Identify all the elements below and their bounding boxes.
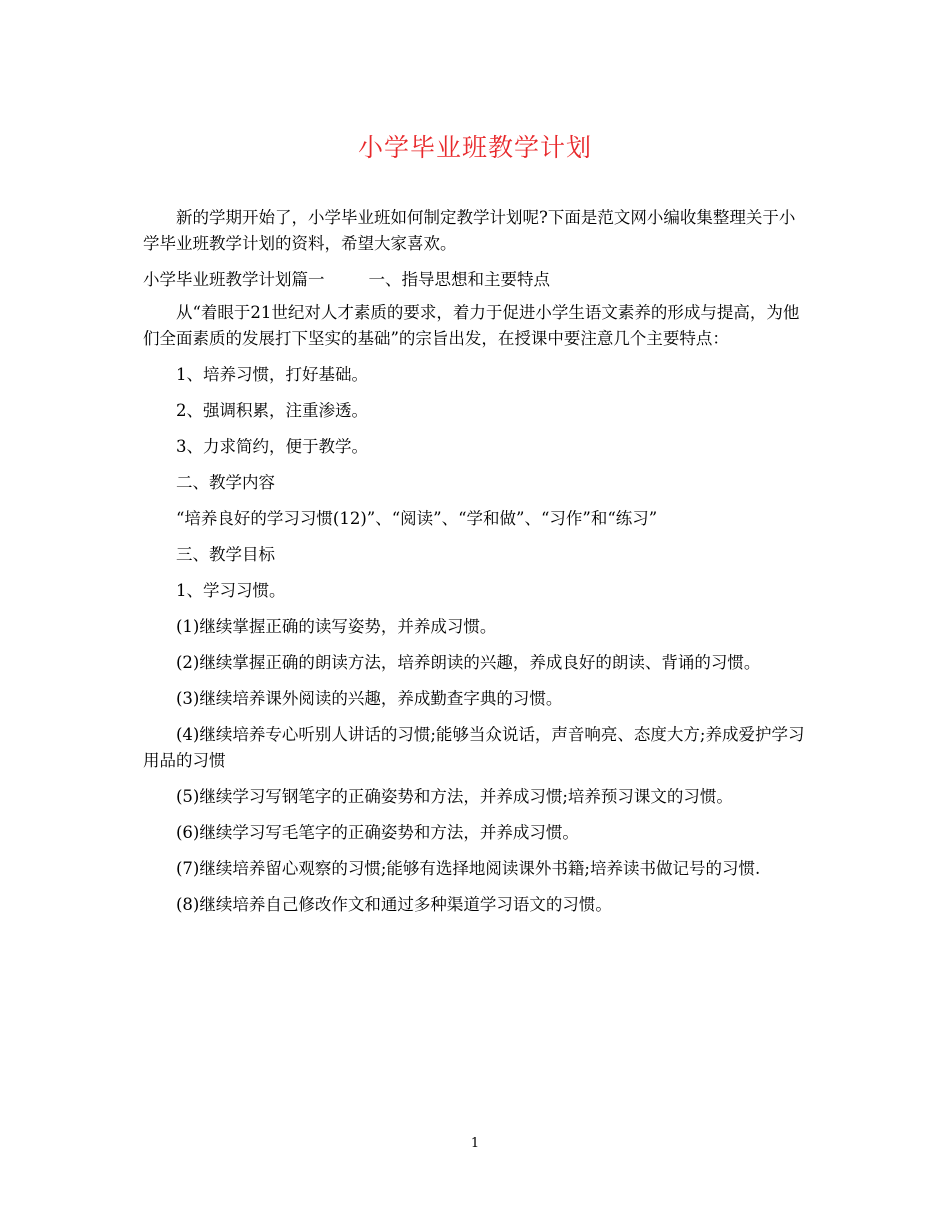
habit-item: (8)继续培养自己修改作文和通过多种渠道学习语文的习惯。 (176, 895, 612, 914)
habit-item: (5)继续学习写钢笔字的正确姿势和方法，并养成习惯;培养预习课文的习惯。 (176, 787, 733, 806)
content-paragraph: “培养良好的学习习惯(12)”、“阅读”、“学和做”、“习作”和“练习” (176, 509, 658, 528)
feature-item: 1、培养习惯，打好基础。 (176, 365, 368, 384)
feature-item: 3、力求简约，便于教学。 (176, 437, 368, 456)
habit-item: (4)继续培养专心听别人讲话的习惯;能够当众说话，声音响亮、态度大方;养成爱护学习用品的习惯 (143, 725, 805, 770)
habits-heading: 1、学习习惯。 (176, 581, 286, 600)
habit-item: (6)继续学习写毛笔字的正确姿势和方法，并养成习惯。 (176, 823, 579, 842)
habit-item: (7)继续培养留心观察的习惯;能够有选择地阅读课外书籍;培养读书做记号的习惯. (176, 859, 761, 878)
document-body (143, 205, 807, 928)
section-heading (143, 267, 807, 293)
page-number: 1 (470, 1136, 480, 1151)
habit-item: (3)继续培养课外阅读的兴趣，养成勤查字典的习惯。 (176, 689, 563, 708)
feature-item: 2、强调积累，注重渗透。 (176, 401, 368, 420)
section-heading-left: 小学毕业班教学计划篇一 (143, 270, 325, 289)
content-heading: 二、教学内容 (176, 473, 275, 492)
intro-paragraph: 新的学期开始了，小学毕业班如何制定教学计划呢?下面是范文网小编收集整理关于小学毕业班教学计划的资料，希望大家喜欢。 (143, 208, 796, 253)
habit-item: (1)继续掌握正确的读写姿势，并养成习惯。 (176, 617, 497, 636)
section-heading-right: 一、指导思想和主要特点 (368, 270, 550, 289)
document-title: 小学毕业班教学计划 (357, 133, 592, 162)
guiding-paragraph: 从“着眼于21世纪对人才素质的要求，着力于促进小学生语文素养的形成与提高，为他们全面素质的发展打下坚实的基础”的宗旨出发，在授课中要注意几个主要特点： (143, 303, 800, 348)
habit-item: (2)继续掌握正确的朗读方法，培养朗读的兴趣，养成良好的朗读、背诵的习惯。 (176, 653, 761, 672)
goals-heading: 三、教学目标 (176, 545, 275, 564)
